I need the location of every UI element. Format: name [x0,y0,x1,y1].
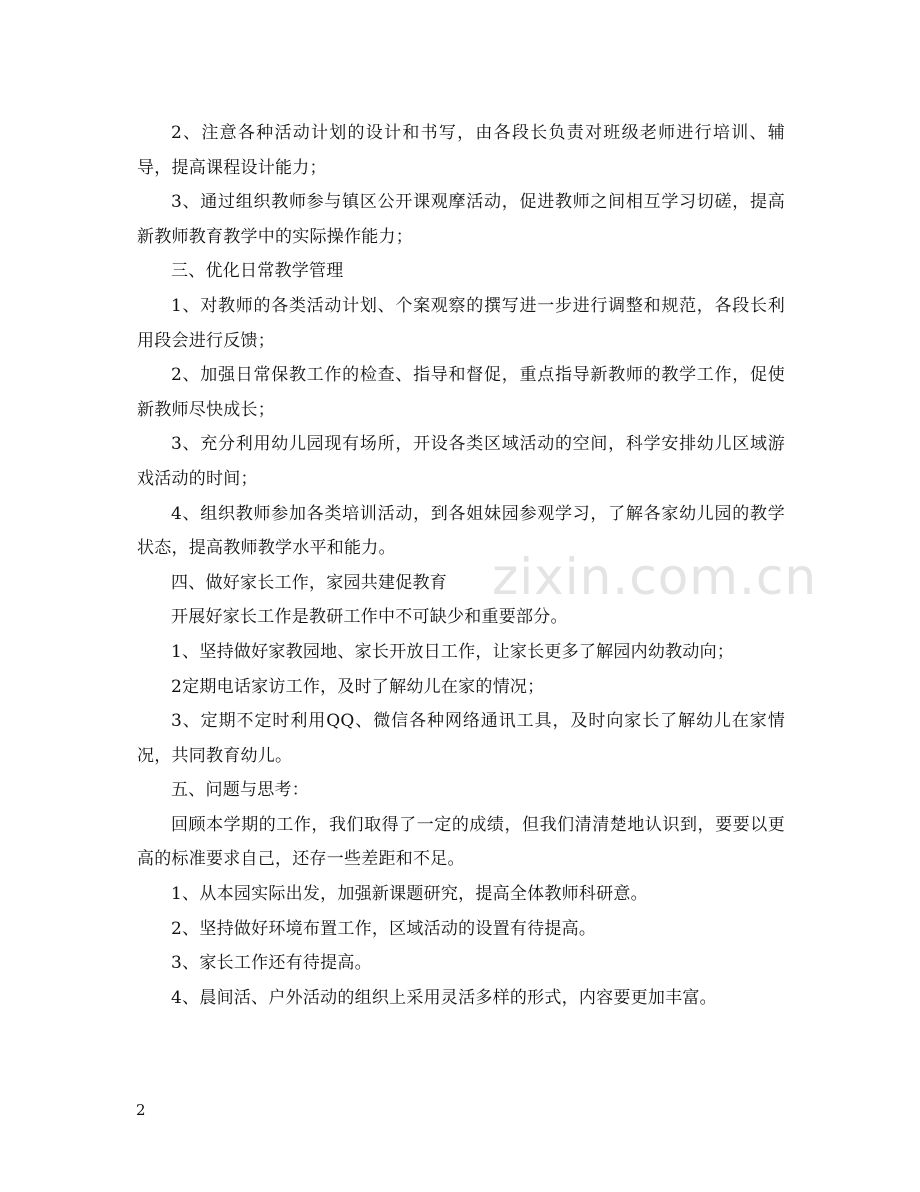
watermark: zixin.com.cn [492,548,818,606]
paragraph: 2、加强日常保教工作的检查、指导和督促，重点指导新教师的教学工作，促使新教师尽快成长； [137,365,785,420]
paragraph: 4、组织教师参加各类培训活动，到各姐妹园参观学习，了解各家幼儿园的教学状态，提高教师教学水平和能力。 [137,503,785,559]
paragraph: 3、家长工作还有待提高。 [171,953,372,974]
paragraph: 回顾本学期的工作，我们取得了一定的成绩，但我们清清楚地认识到，要要以更高的标准要求自己，还存一些差距和不足。 [137,814,785,870]
paragraph: 1、从本园实际出发，加强新课题研究，提高全体教师科研意。 [171,884,648,905]
section-heading: 三、优化日常教学管理 [171,261,344,282]
paragraph: 2、注意各种活动计划的设计和书写，由各段长负责对班级老师进行培训、辅导，提高课程设计能力； [137,123,785,178]
paragraph: 3、定期不定时利用QQ、微信各种网络通讯工具，及时向家长了解幼儿在家情况，共同教育幼儿。 [137,711,785,766]
paragraph: 4、晨间活、户外活动的组织上采用灵活多样的形式，内容要更加丰富。 [171,987,717,1008]
page-number: 2 [136,1101,146,1119]
paragraph: 2、坚持做好环境布置工作，区域活动的设置有待提高。 [171,918,597,939]
paragraph: 3、充分利用幼儿园现有场所，开设各类区域活动的空间，科学安排幼儿区域游戏活动的时间； [137,434,785,489]
paragraph: 开展好家长工作是教研工作中不可缺少和重要部分。 [171,607,568,628]
paragraph: 1、坚持做好家教园地、家长开放日工作，让家长更多了解园内幼教动向； [171,641,735,662]
section-heading: 五、问题与思考： [171,780,309,801]
paragraph: 1、对教师的各类活动计划、个案观察的撰写进一步进行调整和规范，各段长利用段会进行反馈； [137,295,785,351]
paragraph: 3、通过组织教师参与镇区公开课观摩活动，促进教师之间相互学习切磋，提高新教师教育教学中的实际操作能力； [137,192,785,247]
section-heading: 四、做好家长工作，家园共建促教育 [171,572,447,593]
paragraph: 2定期电话家访工作，及时了解幼儿在家的情况； [171,676,545,697]
